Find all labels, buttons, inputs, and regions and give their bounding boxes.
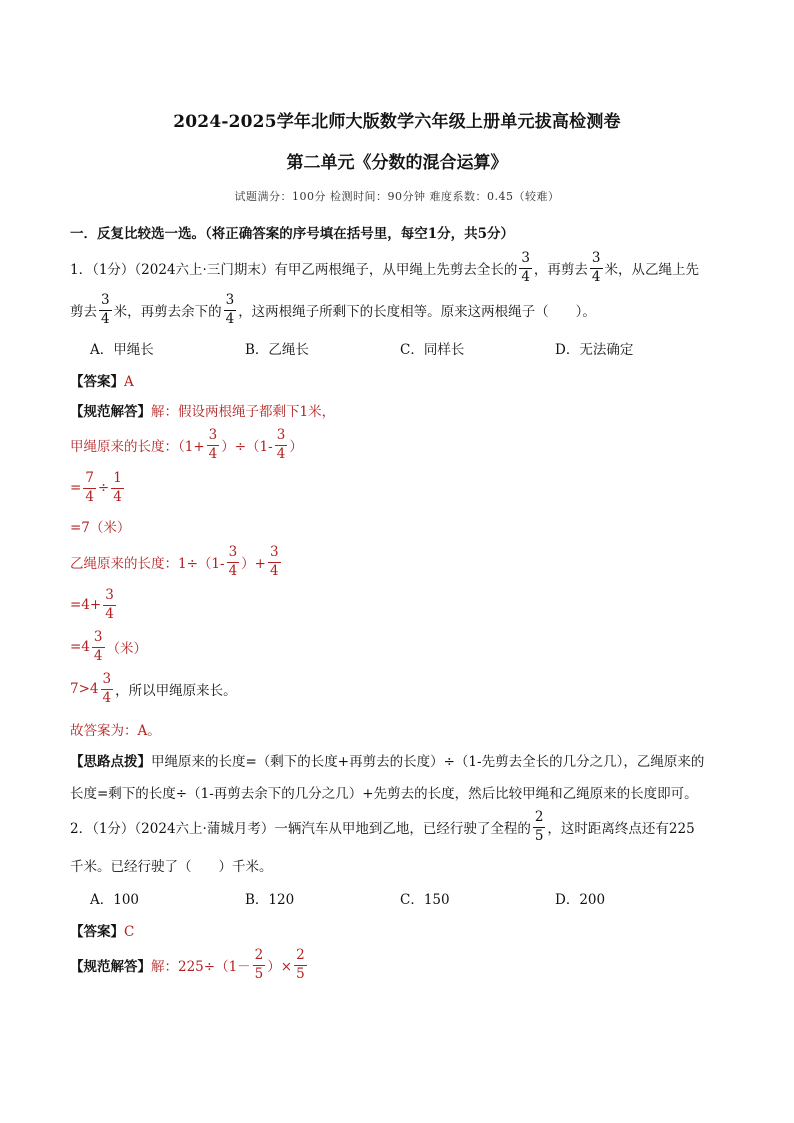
q1-jia-line <box>70 425 730 465</box>
q1-line2 <box>70 290 730 330</box>
fraction <box>111 472 124 504</box>
jia-label: 甲绳原来的长度：（1+ <box>70 439 205 455</box>
q1-text-e: 米，再剪去余下的 <box>113 304 222 320</box>
q1-option-d: D．无法确定 <box>555 342 634 358</box>
frac-den: 5 <box>534 827 544 844</box>
frac-num: 3 <box>268 546 281 563</box>
frac-den: 4 <box>276 445 286 462</box>
fraction <box>268 546 281 578</box>
frac-den: 5 <box>296 965 305 982</box>
frac-den: 4 <box>521 268 530 285</box>
fraction <box>103 589 116 621</box>
solution-label: 【规范解答】 <box>70 404 151 420</box>
frac-num: 2 <box>533 811 546 828</box>
answer-value: C <box>124 924 135 940</box>
q1-text-f: ，这两根绳子所剩下的长度相等。原来这两根绳子（ ）。 <box>238 304 596 320</box>
jia-end: ） <box>289 439 303 455</box>
step1-div: ÷ <box>97 480 110 496</box>
q1-solution-line <box>70 400 730 420</box>
frac-den: 4 <box>228 562 238 579</box>
q2-option-c: C．150 <box>400 892 450 908</box>
fraction <box>227 546 240 578</box>
fraction <box>224 294 237 326</box>
q2-solution-b: ）× <box>267 959 293 975</box>
hint-label: 【思路点拨】 <box>70 754 151 770</box>
page-subtitle: 第二单元《分数的混合运算》 <box>286 153 508 173</box>
solution-label: 【规范解答】 <box>70 959 151 975</box>
q1-step2: =7（米） <box>70 520 131 536</box>
frac-den: 4 <box>101 310 110 327</box>
q1-step1 <box>70 468 730 508</box>
answer-value: A <box>124 374 134 390</box>
fraction <box>92 631 105 663</box>
q1-text-a: 1．（1分）（2024六上·三门期末）有甲乙两根绳子，从甲绳上先剪去全长的 <box>70 262 518 278</box>
frac-den: 4 <box>105 605 114 622</box>
exam-meta: 试题满分：100分 检测时间：90分钟 难度系数：0.45（较难） <box>234 190 560 203</box>
frac-num: 2 <box>253 949 266 966</box>
frac-num: 3 <box>207 429 220 446</box>
step3-text: =4+ <box>70 597 102 613</box>
q1-option-a: A．甲绳长 <box>90 342 154 358</box>
q1-step3 <box>70 585 730 625</box>
frac-den: 4 <box>225 310 235 327</box>
q1-hint-line2: 长度=剩下的长度÷（1-再剪去余下的几分之几）+先剪去的长度，然后比较甲绳和乙绳原来的长度即可。 <box>70 786 698 802</box>
fraction <box>83 472 96 504</box>
q1-text-b: ，再剪去 <box>533 262 588 278</box>
frac-den: 4 <box>93 647 103 664</box>
fraction <box>519 252 532 284</box>
frac-den: 4 <box>102 689 112 706</box>
frac-num: 3 <box>92 631 105 648</box>
q1-text-c: 米，从乙绳上先 <box>604 262 700 278</box>
step1-eq: = <box>70 480 82 496</box>
q1-step4 <box>70 627 730 667</box>
compare-text: 7>4 <box>70 681 99 697</box>
q1-yi-line <box>70 542 730 582</box>
fraction <box>294 949 307 981</box>
q1-option-b: B．乙绳长 <box>245 342 309 358</box>
q2-solution-line <box>70 945 730 985</box>
frac-num: 7 <box>83 472 96 489</box>
hint-text-1: 甲绳原来的长度=（剩下的长度+再剪去的长度）÷（1-先剪去全长的几分之几），乙绳原来的 <box>151 754 705 770</box>
frac-num: 3 <box>99 294 112 311</box>
q2-option-a: A．100 <box>90 892 140 908</box>
frac-num: 3 <box>519 252 532 269</box>
jia-mid: ）÷（1- <box>221 439 273 455</box>
q2-line1 <box>70 807 730 847</box>
q2-solution-a: 解：225÷（1－ <box>151 959 251 975</box>
fraction <box>533 811 546 843</box>
q2-option-d: D．200 <box>555 892 606 908</box>
frac-num: 3 <box>103 589 116 606</box>
frac-num: 3 <box>275 429 288 446</box>
q2-answer-line <box>70 920 730 940</box>
q1-option-c: C．同样长 <box>400 342 465 358</box>
step4-text: =4 <box>70 639 90 655</box>
q2-text-a: 2．（1分）（2024六上·蒲城月考）一辆汽车从甲地到乙地，已经行驶了全程的 <box>70 821 531 837</box>
frac-den: 4 <box>113 488 122 505</box>
frac-den: 5 <box>254 965 264 982</box>
fraction <box>590 252 603 284</box>
frac-den: 4 <box>591 268 601 285</box>
q1-conclusion: 故答案为：A。 <box>70 723 161 739</box>
answer-label: 【答案】 <box>70 924 124 940</box>
fraction <box>275 429 288 461</box>
frac-den: 4 <box>208 445 218 462</box>
frac-num: 3 <box>224 294 237 311</box>
q1-text-d: 剪去 <box>70 304 97 320</box>
q2-line2: 千米。已经行驶了（ ）千米。 <box>70 859 273 875</box>
q1-hint-line1 <box>70 750 730 770</box>
frac-num: 3 <box>590 252 603 269</box>
compare-conclusion: ，所以甲绳原来长。 <box>115 683 237 699</box>
frac-num: 3 <box>101 673 114 690</box>
fraction <box>99 294 112 326</box>
q2-text-b: ，这时距离终点还有225 <box>547 821 695 837</box>
fraction <box>207 429 220 461</box>
fraction <box>253 949 266 981</box>
frac-num: 3 <box>227 546 240 563</box>
frac-den: 4 <box>85 488 94 505</box>
section-heading: 一．反复比较选一选。（将正确答案的序号填在括号里，每空1分，共5分） <box>70 226 515 242</box>
q1-compare <box>70 669 730 709</box>
solution-intro: 解：假设两根绳子都剩下1米， <box>151 404 336 420</box>
frac-num: 2 <box>294 949 307 966</box>
q1-answer-line <box>70 370 730 390</box>
step4-unit: （米） <box>106 641 147 657</box>
q1-line1 <box>70 243 730 293</box>
frac-den: 4 <box>269 562 279 579</box>
yi-mid: ）+ <box>241 556 266 572</box>
q2-option-b: B．120 <box>245 892 295 908</box>
page-title: 2024-2025学年北师大版数学六年级上册单元拔高检测卷 <box>173 112 621 132</box>
answer-label: 【答案】 <box>70 374 124 390</box>
yi-label: 乙绳原来的长度：1÷（1- <box>70 556 225 572</box>
frac-num: 1 <box>111 472 124 489</box>
fraction <box>101 673 114 705</box>
